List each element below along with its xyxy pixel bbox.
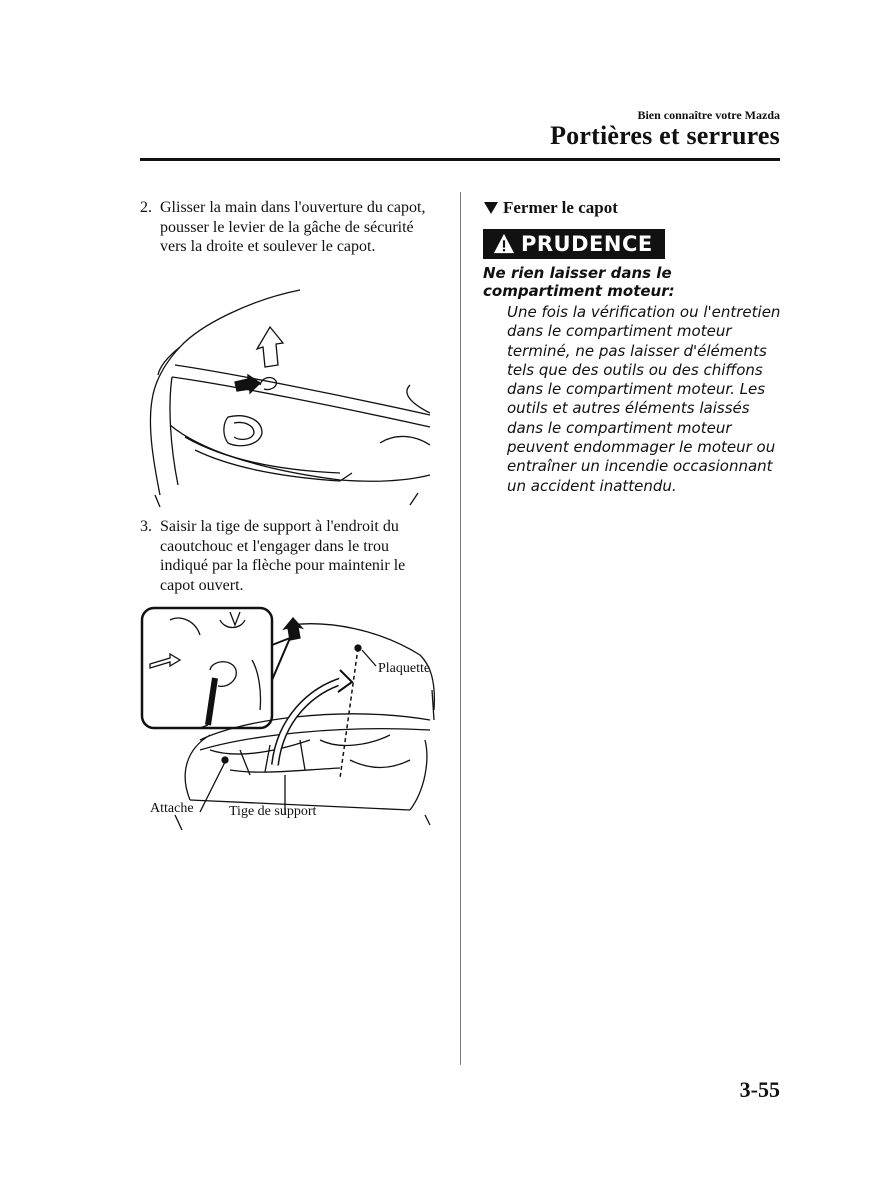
triangle-marker-icon xyxy=(484,202,498,214)
step-number: 2. xyxy=(140,199,152,216)
step-3 xyxy=(140,517,450,597)
warning-label: PRUDENCE xyxy=(521,232,653,256)
label-tige-de-support: Tige de support xyxy=(229,804,317,819)
page-title: Portières et serrures xyxy=(550,121,780,150)
warning-icon xyxy=(493,233,515,255)
chapter-subtitle: Bien connaître votre Mazda xyxy=(637,108,780,122)
hood-release-illustration xyxy=(140,285,440,510)
step-text: Saisir la tige de support à l'endroit du caoutchouc et l'engager dans le trou indiqué par la flèche pour maintenir le capot ouvert. xyxy=(160,518,406,594)
step-2 xyxy=(140,198,450,278)
support-rod-illustration xyxy=(140,600,450,830)
caution-title: Ne rien laisser dans le compartiment moteur: xyxy=(483,264,675,300)
page-number: 3-55 xyxy=(739,1077,780,1102)
header-rule xyxy=(140,158,780,161)
section-heading-text: Fermer le capot xyxy=(503,198,618,217)
step-text: Glisser la main dans l'ouverture du capot, pousser le levier de la gâche de sécurité vers la droite et soulever le capot. xyxy=(160,199,426,255)
section-heading xyxy=(484,198,618,218)
step-number: 3. xyxy=(140,518,152,535)
column-divider xyxy=(460,192,461,1065)
caution-body: Une fois la vérification ou l'entretien dans le compartiment moteur terminé, ne pas laisser d'éléments tels que des outils ou des chiffons dans le compartiment moteur. Les outils et autres éléments laissés dans le compartiment moteur peuvent endommager le moteur ou entraîner un incendie occasionnant un accident inattendu. xyxy=(507,303,781,495)
warning-banner xyxy=(483,229,665,259)
label-plaquette: Plaquette xyxy=(378,661,431,676)
label-attache: Attache xyxy=(150,801,194,816)
